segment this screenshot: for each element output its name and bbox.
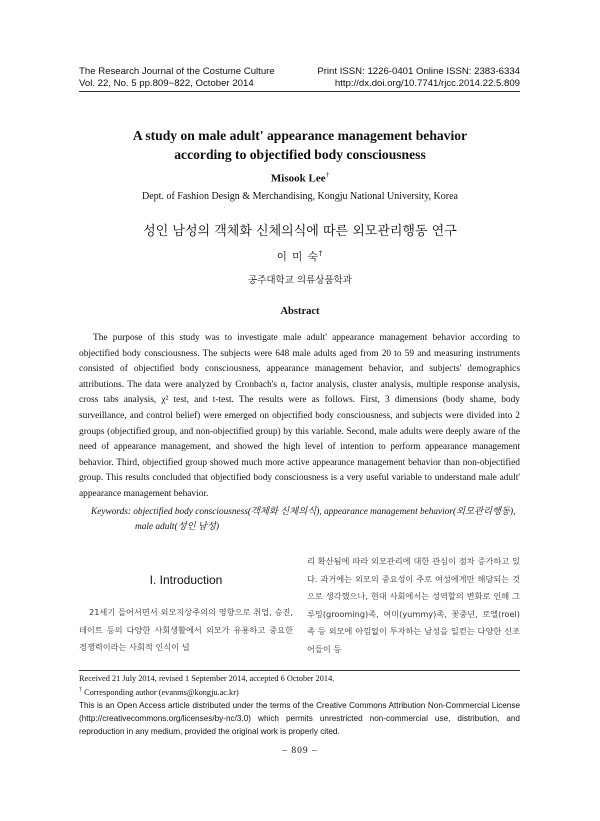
running-header: [79, 66, 520, 90]
header-divider: [79, 91, 520, 92]
author: [60, 171, 540, 185]
title-line-1: A study on male adult' appearance management behavior: [132, 128, 468, 143]
keywords-label: Keywords:: [91, 507, 131, 517]
korean-author: [60, 249, 540, 264]
volume-info: Vol. 22, No. 5 pp.809~822, October 2014: [79, 78, 254, 89]
abstract-heading: Abstract: [280, 306, 320, 317]
issn: Print ISSN: 1226-0401 Online ISSN: 2383-6334: [317, 66, 520, 77]
author-mark: †: [325, 171, 330, 179]
keywords-line-2: male adult(성인 남성): [135, 522, 219, 532]
page-number: – 809 –: [282, 746, 318, 756]
corresponding-text: Corresponding author (evanms@kongju.ac.kr): [84, 687, 239, 697]
corresponding-mark: †: [79, 687, 82, 693]
title-line-2: according to objectified body consciousness: [174, 147, 426, 162]
author-name: Misook Lee: [270, 172, 326, 185]
paper-title: [60, 126, 540, 164]
intro-left-column: 21세기 들어서면서 외모지상주의의 영향으로 취업, 승진, 데이트 등의 다양한 사회생활에서 외모가 유용하고 중요한 경쟁력이라는 사회적 인식이 널: [79, 607, 293, 652]
section-heading-introduction: I. Introduction: [149, 573, 223, 587]
abstract-body: The purpose of this study was to investigate male adult' appearance management behavior according to objectified body consciousness. The subjects were 648 male adults aged from 20 to 59 and measuring instruments consisted of objectified body consciousness, appearance management behavior, and subjects' demographics attributions. The data were analyzed by Cronbach's α, factor analysis, cluster analysis, multiple response analysis, cross tabs analysis, χ² test, and t-test. The results were as follows. First, 3 dimensions (body shame, body surveillance, and control belief) were emerged on objectified body consciousness, and subjects were divided into 2 groups (objectified group, and non-objectified group) by this variable. Second, male adults were deeply aware of the need of appearance management, and showed the high level of intention to perform appearance management behavior. Third, objectified group showed much more active appearance management behavior than non-objectified group. This results concluded that objectified body consciousness is a very useful variable to understand male adult' appearance management behavior.: [79, 333, 520, 499]
footnote-divider: [79, 670, 520, 671]
korean-author-mark: †: [318, 249, 324, 258]
intro-right-column: 리 확산됨에 따라 외모관리에 대한 관심이 점차 증가하고 있다. 과거에는 외모의 중요성이 주로 여성에게만 해당되는 것으로 생각했으나, 현대 사회에서는 성역할의 변화로 인해 그루밍(grooming)족, 여미(yummy)족, 꽃중년, 로엘(roel)족 등 외모에 아낌없이 투자하는 남성을 일컫는 다양한 신조어들이 등: [307, 556, 520, 654]
affiliation: Dept. of Fashion Design & Merchandising, Kongju National University, Korea: [142, 191, 458, 202]
doi-link[interactable]: http://dx.doi.org/10.7741/rjcc.2014.22.5.809: [334, 78, 520, 89]
keywords-line-1: objectified body consciousness(객체화 신체의식), appearance management behavior(외모관리행동),: [133, 507, 516, 517]
license-notice: This is an Open Access article distributed under the terms of the Creative Commons Attribution Non-Commercial License (http://creativecommons.org/licenses/by-nc/3.0) which permits unrestricted non-commercial use, distribution, and reproduction in any medium, provided the original work is properly cited.: [79, 701, 520, 736]
received-dates: Received 21 July 2014, revised 1 September 2014, accepted 6 October 2014.: [79, 674, 335, 683]
korean-author-name: 이 미 숙: [276, 251, 319, 263]
corresponding-author: [79, 685, 520, 698]
journal-name: The Research Journal of the Costume Culture: [79, 66, 275, 77]
keywords: [91, 505, 531, 535]
korean-affiliation: 공주대학교 의류상품학과: [248, 275, 352, 286]
korean-title: 성인 남성의 객체화 신체의식에 따른 외모관리행동 연구: [143, 224, 457, 239]
